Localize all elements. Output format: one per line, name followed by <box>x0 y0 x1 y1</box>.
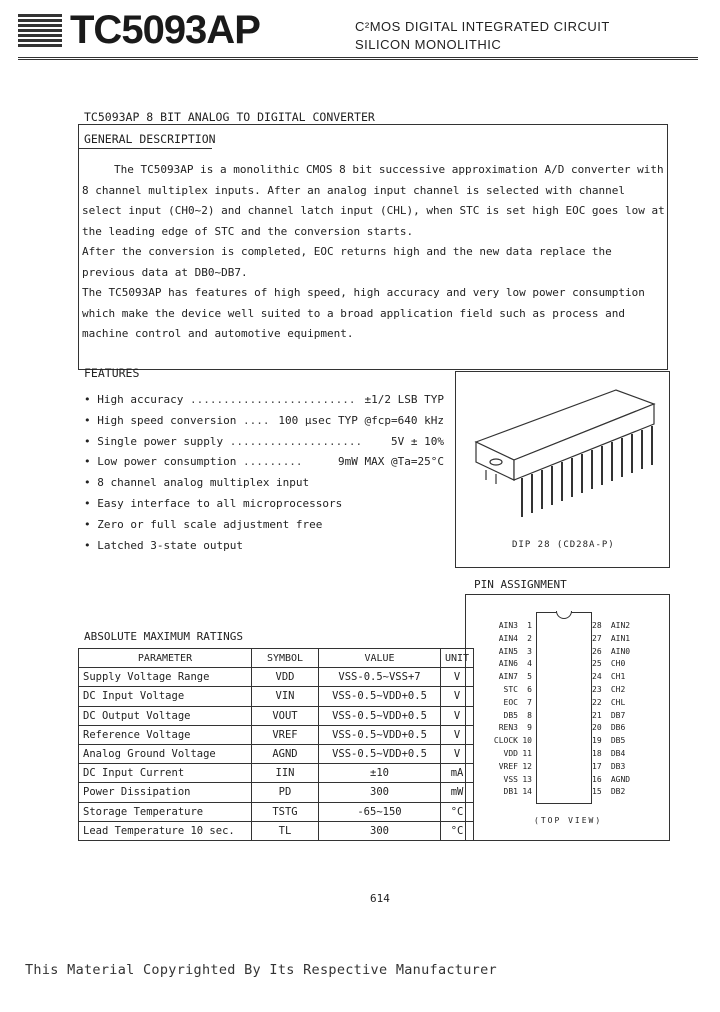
manufacturer-logo <box>18 14 62 54</box>
cell-value: 300 <box>319 783 441 802</box>
cell-symbol: VOUT <box>252 706 319 725</box>
feature-label: Latched 3-state output <box>97 538 243 552</box>
table-row <box>79 744 474 763</box>
pin-row-left <box>478 647 532 656</box>
table-row <box>79 668 474 687</box>
feature-item: • Low power consumption ......... 9mW MAX @Ta=25°C <box>84 452 444 473</box>
pin-name: CHL <box>610 697 626 707</box>
pin-number: 13 <box>522 774 532 784</box>
cell-parameter: DC Output Voltage <box>79 706 252 725</box>
pin-row-right <box>592 787 651 796</box>
cell-parameter: DC Input Current <box>79 764 252 783</box>
description-paragraph-3: The TC5093AP has features of high speed, high accuracy and very low power consumption which make the device well suited to a broad application field such as process and machine control and automotive equipment. <box>82 286 645 340</box>
pin-number: 8 <box>527 710 532 720</box>
pin-number: 7 <box>527 697 532 707</box>
table-header-row <box>79 649 474 668</box>
feature-item: • Easy interface to all microprocessors <box>84 496 343 510</box>
pin-row-left <box>478 775 532 784</box>
pin-number: 20 <box>592 723 602 733</box>
pin-name: AIN1 <box>610 633 631 643</box>
cell-symbol: AGND <box>252 744 319 763</box>
cell-parameter: DC Input Voltage <box>79 687 252 706</box>
feature-label: High speed conversion <box>97 413 237 427</box>
feature-label: Single power supply <box>97 434 224 448</box>
pin-row-right <box>592 749 651 758</box>
pin-name: VREF <box>498 761 518 771</box>
pin-number: 16 <box>592 774 602 784</box>
feature-item: • Latched 3-state output <box>84 538 243 552</box>
table-row <box>79 706 474 725</box>
pin-number: 5 <box>527 672 532 682</box>
cell-unit: mW <box>441 783 474 802</box>
pin-number: 27 <box>592 633 602 643</box>
cell-unit: V <box>441 706 474 725</box>
pin-number: 6 <box>527 685 532 694</box>
pin-name: DB5 <box>503 710 518 720</box>
table-row <box>79 802 474 821</box>
pin-name: AGND <box>610 774 631 784</box>
cell-symbol: TSTG <box>252 802 319 821</box>
cell-value: ±10 <box>319 764 441 783</box>
pin-number: 10 <box>522 736 532 746</box>
pin-number: 23 <box>592 685 602 694</box>
pin-row-left <box>478 685 532 694</box>
feature-value: 5V ± 10% <box>391 434 444 448</box>
pin-number: 24 <box>592 672 602 682</box>
column-header: VALUE <box>319 649 441 668</box>
pin-row-right <box>592 698 651 707</box>
absolute-max-ratings-heading: ABSOLUTE MAXIMUM RATINGS <box>84 630 243 643</box>
cell-value: VSS-0.5~VDD+0.5 <box>319 687 441 706</box>
cell-symbol: VIN <box>252 687 319 706</box>
part-number-title: TC5093AP <box>70 8 260 52</box>
pin-name: STC <box>503 685 518 694</box>
feature-label: Zero or full scale adjustment free <box>97 517 323 531</box>
pin-row-right <box>592 647 651 656</box>
copyright-footer: This Material Copyrighted By Its Respective Manufacturer <box>25 962 497 978</box>
table-row <box>79 725 474 744</box>
pin-name: DB3 <box>610 761 626 771</box>
cell-unit: V <box>441 744 474 763</box>
pin-row-right <box>592 762 651 771</box>
cell-parameter: Analog Ground Voltage <box>79 744 252 763</box>
pin-number: 21 <box>592 710 602 720</box>
cell-value: VSS-0.5~VDD+0.5 <box>319 744 441 763</box>
pin-number: 3 <box>527 646 532 656</box>
cell-unit: V <box>441 668 474 687</box>
feature-value: 100 μsec TYP @fcp=640 kHz <box>278 413 444 427</box>
pin-number: 19 <box>592 736 602 746</box>
pin-name: VDD <box>503 749 518 758</box>
general-description-heading: GENERAL DESCRIPTION <box>84 132 216 146</box>
cell-parameter: Lead Temperature 10 sec. <box>79 821 252 840</box>
cell-parameter: Supply Voltage Range <box>79 668 252 687</box>
feature-value: 9mW MAX @Ta=25°C <box>338 455 444 469</box>
subtitle-line-2: SILICON MONOLITHIC <box>355 37 502 52</box>
pin-number: 14 <box>522 787 532 797</box>
features-heading: FEATURES <box>84 366 140 380</box>
cell-symbol: VDD <box>252 668 319 687</box>
pin-row-left <box>478 762 532 771</box>
cell-unit: V <box>441 725 474 744</box>
pin-name: DB7 <box>610 710 626 720</box>
absolute-max-ratings-table <box>78 648 474 841</box>
pin-number: 22 <box>592 697 602 707</box>
feature-item: • Single power supply .................... 5V ± 10% <box>84 432 444 453</box>
pin-name: DB1 <box>503 787 518 797</box>
pin-row-left <box>478 787 532 796</box>
pin-row-left <box>478 634 532 643</box>
pin-name: REN3 <box>498 723 518 733</box>
feature-label: Low power consumption <box>97 455 237 469</box>
cell-unit: mA <box>441 764 474 783</box>
pin-number: 9 <box>527 723 532 733</box>
pin-assignment-heading: PIN ASSIGNMENT <box>474 578 567 591</box>
feature-label: 8 channel analog multiplex input <box>97 476 310 490</box>
header-rule <box>18 57 698 60</box>
cell-value: 300 <box>319 821 441 840</box>
cell-unit: °C <box>441 821 474 840</box>
cell-symbol: TL <box>252 821 319 840</box>
pin-row-left <box>478 723 532 732</box>
section-title: TC5093AP 8 BIT ANALOG TO DIGITAL CONVERTER <box>84 110 375 124</box>
pin-name: AIN7 <box>498 672 518 682</box>
pin-row-right <box>592 711 651 720</box>
column-header: SYMBOL <box>252 649 319 668</box>
pin-row-left <box>478 736 532 745</box>
pin-row-right <box>592 736 651 745</box>
pin-row-left <box>478 698 532 707</box>
pin-row-left <box>478 659 532 668</box>
feature-value: ±1/2 LSB TYP <box>364 393 444 406</box>
pin-number: 12 <box>522 761 532 771</box>
pin-number: 11 <box>522 749 532 758</box>
subtitle-line-1: C²MOS DIGITAL INTEGRATED CIRCUIT <box>355 19 610 34</box>
cell-unit: V <box>441 687 474 706</box>
pin-number: 4 <box>527 659 532 669</box>
dip-package-image <box>456 372 669 567</box>
package-illustration-box <box>455 371 670 568</box>
pin-row-right <box>592 723 651 732</box>
pin-row-left <box>478 749 532 758</box>
pin-number: 25 <box>592 659 602 669</box>
cell-value: -65~150 <box>319 802 441 821</box>
cell-symbol: VREF <box>252 725 319 744</box>
pin-name: AIN2 <box>610 621 631 630</box>
pin-name: VSS <box>503 774 518 784</box>
pin-row-right <box>592 621 651 630</box>
cell-parameter: Power Dissipation <box>79 783 252 802</box>
table-row <box>79 764 474 783</box>
description-paragraph-1: The TC5093AP is a monolithic CMOS 8 bit successive approximation A/D converter with 8 channel multiplex inputs. After an analog input channel is selected with channel select input (CH0~2) and channel latch input (CHL), when STC is set high EOC goes low at the leading edge of STC and the conversion starts. <box>82 163 665 238</box>
table-row <box>79 783 474 802</box>
pin-row-right <box>592 775 651 784</box>
header-subtitle <box>355 18 610 54</box>
pin-number: 15 <box>592 787 602 797</box>
pin-name: DB5 <box>610 736 626 746</box>
cell-symbol: IIN <box>252 764 319 783</box>
pin-row-right <box>592 634 651 643</box>
pin-name: AIN0 <box>610 646 631 656</box>
pin-number: 18 <box>592 749 602 758</box>
pin-name: CH2 <box>610 685 626 694</box>
description-paragraph-2: After the conversion is completed, EOC returns high and the new data replace the previous data at DB0~DB7. <box>82 245 612 279</box>
cell-value: VSS-0.5~VSS+7 <box>319 668 441 687</box>
pin-row-left <box>478 672 532 681</box>
general-description-body <box>82 160 667 345</box>
cell-unit: °C <box>441 802 474 821</box>
cell-parameter: Reference Voltage <box>79 725 252 744</box>
pin-number: 28 <box>592 621 602 630</box>
cell-symbol: PD <box>252 783 319 802</box>
pin-name: DB4 <box>610 749 626 758</box>
pin-row-right <box>592 685 651 694</box>
pin-row-right <box>592 672 651 681</box>
package-label: DIP 28 (CD28A-P) <box>512 540 615 550</box>
pin-number: 26 <box>592 646 602 656</box>
column-header: PARAMETER <box>79 649 252 668</box>
pin-row-left <box>478 711 532 720</box>
chip-outline <box>536 612 592 804</box>
pin-name: EOC <box>503 697 518 707</box>
column-header: UNIT <box>441 649 474 668</box>
pin-name: AIN6 <box>498 659 518 669</box>
pin-number: 17 <box>592 761 602 771</box>
features-list <box>84 390 444 556</box>
top-view-caption: (TOP VIEW) <box>534 816 603 825</box>
pin-name: AIN4 <box>498 633 518 643</box>
pin-name: DB6 <box>610 723 626 733</box>
feature-item: • 8 channel analog multiplex input <box>84 476 310 490</box>
cell-value: VSS-0.5~VDD+0.5 <box>319 706 441 725</box>
cell-value: VSS-0.5~VDD+0.5 <box>319 725 441 744</box>
table-row <box>79 687 474 706</box>
pin-row-left <box>478 621 532 630</box>
page-number: 614 <box>370 892 390 905</box>
table-row <box>79 821 474 840</box>
feature-item: • High accuracy ......................... ±1/2 LSB TYP <box>84 390 444 411</box>
pin-name: CLOCK <box>493 736 518 746</box>
pin-row-right <box>592 659 651 668</box>
pin-number: 2 <box>527 633 532 643</box>
feature-label: High accuracy <box>97 393 184 406</box>
feature-label: Easy interface to all microprocessors <box>97 496 343 510</box>
pin-name: AIN5 <box>498 646 518 656</box>
pin-name: CH1 <box>610 672 626 682</box>
feature-item: • High speed conversion .... 100 μsec TYP @fcp=640 kHz <box>84 411 444 432</box>
pin-number: 1 <box>527 621 532 630</box>
pin-name: DB2 <box>610 787 626 797</box>
feature-item: • Zero or full scale adjustment free <box>84 517 323 531</box>
cell-parameter: Storage Temperature <box>79 802 252 821</box>
pin-name: AIN3 <box>498 621 518 630</box>
pin-name: CH0 <box>610 659 626 669</box>
